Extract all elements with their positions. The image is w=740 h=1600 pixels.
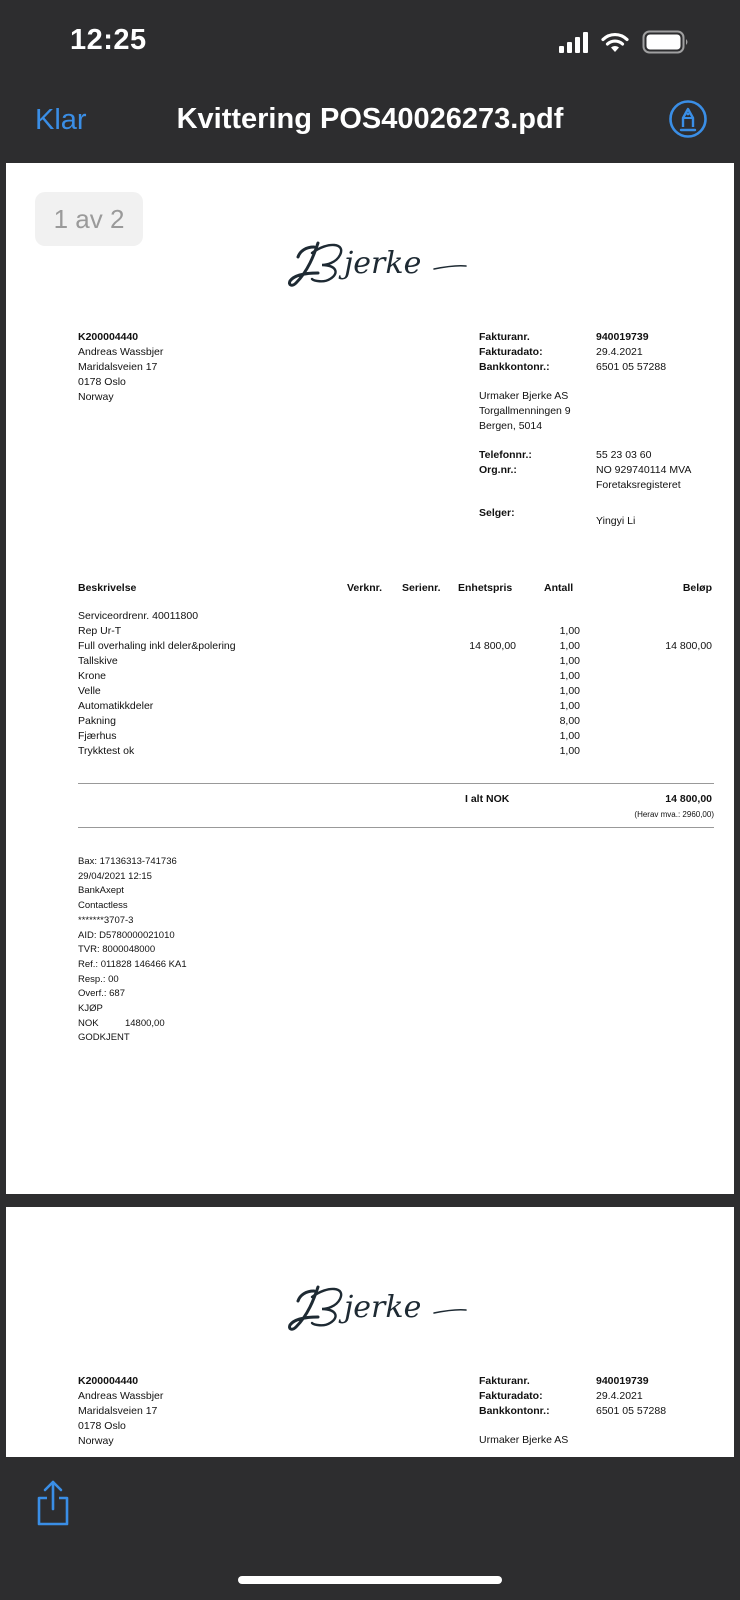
- line-item-quantity: 1,00: [559, 700, 580, 712]
- phone-number: 55 23 03 60: [596, 449, 652, 461]
- payment-line: GODKJENT: [78, 1032, 130, 1044]
- line-item-quantity: 1,00: [559, 640, 580, 652]
- line-item-quantity: 8,00: [559, 715, 580, 727]
- line-item-amount: 14 800,00: [665, 640, 712, 652]
- invoice-date: 29.4.2021: [596, 1390, 643, 1402]
- line-item-description: Rep Ur-T: [78, 625, 122, 637]
- logo-wordmark: jerke: [344, 1290, 422, 1325]
- status-time: 12:25: [70, 24, 147, 56]
- payment-line: KJØP: [78, 1003, 103, 1014]
- line-item-description: Full overhaling inkl deler&polering: [78, 640, 236, 652]
- customer-city: 0178 Oslo: [78, 376, 126, 388]
- seller-label: Selger:: [479, 507, 515, 519]
- home-indicator[interactable]: [238, 1576, 502, 1584]
- battery-icon: [642, 30, 690, 54]
- logo-wordmark: jerke: [344, 246, 422, 281]
- line-item-quantity: 1,00: [559, 670, 580, 682]
- payment-line: NOK 14800,00: [78, 1017, 165, 1029]
- line-item-description: Trykktest ok: [78, 745, 135, 757]
- line-item-quantity: 1,00: [559, 655, 580, 667]
- customer-street: Maridalsveien 17: [78, 361, 158, 373]
- share-icon[interactable]: [34, 1479, 72, 1527]
- line-item-quantity: 1,00: [559, 730, 580, 742]
- column-header-serienr: Serienr.: [402, 582, 441, 594]
- column-header-verknr: Verknr.: [347, 582, 383, 594]
- org-number: NO 929740114 MVA: [596, 464, 692, 476]
- customer-street: Maridalsveien 17: [78, 1405, 158, 1417]
- invoice-number-label: Fakturanr.: [479, 331, 530, 343]
- customer-city: 0178 Oslo: [78, 1420, 126, 1432]
- payment-line: TVR: 8000048000: [78, 944, 156, 956]
- bank-account-label: Bankkontonr.:: [479, 1405, 550, 1417]
- total-label: I alt NOK: [465, 793, 510, 805]
- divider: [78, 783, 714, 784]
- column-header-quantity: Antall: [544, 582, 574, 594]
- status-icons: [559, 30, 690, 54]
- customer-number: K200004440: [78, 331, 139, 343]
- line-item-description: Automatikkdeler: [78, 700, 154, 712]
- payment-line: Bax: 17136313-741736: [78, 856, 177, 867]
- column-header-amount: Beløp: [682, 582, 712, 594]
- page-indicator: 1 av 2: [35, 192, 143, 246]
- phone-label: Telefonnr.:: [479, 449, 532, 461]
- bottom-toolbar: [0, 1457, 740, 1600]
- payment-line: 29/04/2021 12:15: [78, 870, 152, 882]
- bank-account: 6501 05 57288: [596, 361, 667, 373]
- pdf-page-1[interactable]: [6, 163, 734, 1194]
- payment-line: BankAxept: [78, 885, 124, 897]
- markup-pen-icon[interactable]: [668, 99, 708, 139]
- bjerke-logo: [284, 1277, 474, 1337]
- company-name: Urmaker Bjerke AS: [479, 390, 569, 402]
- vat-note: (Herav mva.: 2960,00): [634, 810, 714, 819]
- line-item-description: Fjærhus: [78, 730, 117, 742]
- invoice-date-label: Fakturadato:: [479, 1390, 543, 1402]
- payment-line: Resp.: 00: [78, 973, 119, 985]
- company-city: Bergen, 5014: [479, 420, 543, 432]
- customer-country: Norway: [78, 1435, 114, 1447]
- line-item-description: Pakning: [78, 715, 116, 727]
- payment-line: Ref.: 011828 146466 KA1: [78, 958, 187, 970]
- line-item-quantity: 1,00: [559, 745, 580, 757]
- invoice-date: 29.4.2021: [596, 346, 643, 358]
- customer-number: K200004440: [78, 1375, 139, 1387]
- total-amount: 14 800,00: [665, 793, 712, 805]
- customer-name: Andreas Wassbjer: [78, 346, 164, 358]
- line-item-quantity: 1,00: [559, 685, 580, 697]
- done-button[interactable]: Klar: [35, 104, 87, 136]
- customer-name: Andreas Wassbjer: [78, 1390, 164, 1402]
- invoice-date-label: Fakturadato:: [479, 346, 543, 358]
- payment-line: AID: D5780000021010: [78, 929, 175, 941]
- company-street: Torgallmenningen 9: [479, 405, 571, 417]
- invoice-number: 940019739: [596, 331, 649, 343]
- register-name: Foretaksregisteret: [596, 479, 681, 491]
- invoice-number: 940019739: [596, 1375, 649, 1387]
- line-item-description: Serviceordrenr. 40011800: [78, 610, 199, 622]
- bank-account-label: Bankkontonr.:: [479, 361, 550, 373]
- wifi-icon: [600, 31, 630, 53]
- cellular-signal-icon: [559, 31, 588, 53]
- payment-line: Contactless: [78, 900, 128, 912]
- invoice-number-label: Fakturanr.: [479, 1375, 530, 1387]
- divider: [78, 827, 714, 828]
- company-name: Urmaker Bjerke AS: [479, 1434, 569, 1446]
- bjerke-logo: [284, 233, 474, 293]
- seller-name: Yingyi Li: [596, 515, 636, 527]
- column-header-unit-price: Enhetspris: [458, 582, 513, 594]
- line-item-unit-price: 14 800,00: [469, 640, 516, 652]
- org-number-label: Org.nr.:: [479, 464, 517, 476]
- line-item-quantity: 1,00: [559, 625, 580, 637]
- column-header-description: Beskrivelse: [78, 582, 137, 594]
- payment-line: *******3707-3: [78, 914, 134, 926]
- document-title: Kvittering POS40026273.pdf: [176, 103, 564, 135]
- nav-bar: [0, 86, 740, 158]
- line-item-description: Krone: [78, 670, 107, 682]
- customer-country: Norway: [78, 391, 114, 403]
- bank-account: 6501 05 57288: [596, 1405, 667, 1417]
- line-item-description: Velle: [78, 685, 101, 697]
- line-item-description: Tallskive: [78, 655, 118, 667]
- status-bar: [0, 0, 740, 86]
- pdf-page-2[interactable]: [6, 1207, 734, 1457]
- payment-line: Overf.: 687: [78, 988, 125, 1000]
